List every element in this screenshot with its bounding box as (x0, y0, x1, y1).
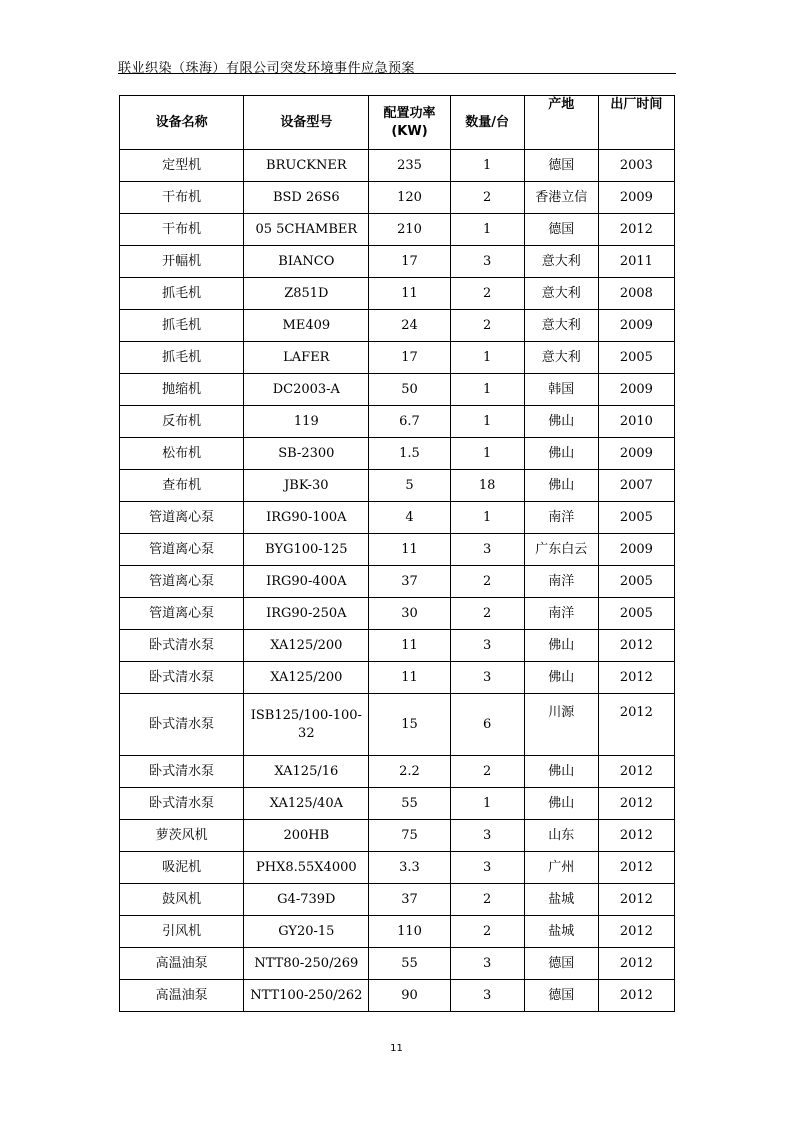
origin-cell: 佛山 (524, 406, 598, 438)
equipment-name-cell: 引风机 (120, 916, 244, 948)
model-cell: BSD 26S6 (244, 182, 369, 214)
model-cell: XA125/200 (244, 630, 369, 662)
power-cell: 17 (369, 342, 450, 374)
model-cell: JBK-30 (244, 470, 369, 502)
table-row (120, 694, 675, 756)
equipment-name-cell: 管道离心泵 (120, 566, 244, 598)
power-cell: 235 (369, 150, 450, 182)
year-cell: 2008 (598, 278, 674, 310)
equipment-name-cell: 卧式清水泵 (120, 788, 244, 820)
model-cell: ISB125/100-100-32 (244, 694, 369, 756)
year-cell: 2011 (598, 246, 674, 278)
quantity-cell: 3 (450, 662, 524, 694)
quantity-cell: 1 (450, 150, 524, 182)
page-number: 11 (390, 1043, 403, 1054)
power-cell: 110 (369, 916, 450, 948)
power-cell: 11 (369, 662, 450, 694)
table-row (120, 374, 675, 406)
year-cell: 2012 (598, 788, 674, 820)
table-row (120, 630, 675, 662)
power-cell: 17 (369, 246, 450, 278)
origin-cell: 佛山 (524, 438, 598, 470)
table-row (120, 852, 675, 884)
equipment-name-cell: 干布机 (120, 182, 244, 214)
quantity-cell: 3 (450, 980, 524, 1012)
model-cell: XA125/40A (244, 788, 369, 820)
equipment-name-cell: 定型机 (120, 150, 244, 182)
power-cell: 15 (369, 694, 450, 756)
equipment-name-cell: 干布机 (120, 214, 244, 246)
quantity-cell: 2 (450, 884, 524, 916)
year-cell: 2005 (598, 502, 674, 534)
year-cell: 2012 (598, 694, 674, 756)
power-cell: 210 (369, 214, 450, 246)
year-cell: 2012 (598, 852, 674, 884)
power-cell: 3.3 (369, 852, 450, 884)
year-cell: 2005 (598, 566, 674, 598)
origin-cell: 广州 (524, 852, 598, 884)
table-header-row (120, 96, 675, 150)
quantity-cell: 6 (450, 694, 524, 756)
year-cell: 2012 (598, 662, 674, 694)
year-cell: 2009 (598, 438, 674, 470)
quantity-cell: 1 (450, 502, 524, 534)
quantity-cell: 1 (450, 406, 524, 438)
model-cell: 200HB (244, 820, 369, 852)
origin-cell: 佛山 (524, 470, 598, 502)
table-row (120, 406, 675, 438)
table-row (120, 980, 675, 1012)
model-cell: GY20-15 (244, 916, 369, 948)
table-row (120, 788, 675, 820)
equipment-name-cell: 管道离心泵 (120, 534, 244, 566)
power-cell: 55 (369, 948, 450, 980)
quantity-cell: 1 (450, 214, 524, 246)
quantity-cell: 3 (450, 534, 524, 566)
origin-cell: 南洋 (524, 598, 598, 630)
origin-cell: 香港立信 (524, 182, 598, 214)
equipment-name-cell: 卧式清水泵 (120, 630, 244, 662)
model-cell: 05 5CHAMBER (244, 214, 369, 246)
equipment-name-cell: 抛缩机 (120, 374, 244, 406)
model-cell: LAFER (244, 342, 369, 374)
model-cell: BRUCKNER (244, 150, 369, 182)
quantity-cell: 2 (450, 916, 524, 948)
year-cell: 2010 (598, 406, 674, 438)
origin-cell: 意大利 (524, 310, 598, 342)
quantity-cell: 3 (450, 948, 524, 980)
document-header: 联业织染（珠海）有限公司突发环境事件应急预案 (118, 61, 416, 76)
model-cell: Z851D (244, 278, 369, 310)
power-cell: 2.2 (369, 756, 450, 788)
year-cell: 2012 (598, 214, 674, 246)
year-cell: 2003 (598, 150, 674, 182)
equipment-name-cell: 鼓风机 (120, 884, 244, 916)
origin-cell: 意大利 (524, 342, 598, 374)
quantity-cell: 3 (450, 852, 524, 884)
year-cell: 2005 (598, 342, 674, 374)
year-cell: 2009 (598, 310, 674, 342)
power-cell: 4 (369, 502, 450, 534)
table-row (120, 916, 675, 948)
power-cell: 11 (369, 278, 450, 310)
model-cell: PHX8.55X4000 (244, 852, 369, 884)
origin-cell: 意大利 (524, 278, 598, 310)
quantity-cell: 3 (450, 630, 524, 662)
power-cell: 75 (369, 820, 450, 852)
origin-cell: 盐城 (524, 884, 598, 916)
model-cell: IRG90-100A (244, 502, 369, 534)
power-cell: 6.7 (369, 406, 450, 438)
model-cell: BYG100-125 (244, 534, 369, 566)
column-header-origin: 产地 (524, 96, 598, 150)
table-row (120, 820, 675, 852)
year-cell: 2012 (598, 630, 674, 662)
year-cell: 2009 (598, 374, 674, 406)
quantity-cell: 1 (450, 342, 524, 374)
equipment-name-cell: 查布机 (120, 470, 244, 502)
power-cell: 30 (369, 598, 450, 630)
equipment-name-cell: 抓毛机 (120, 278, 244, 310)
equipment-name-cell: 管道离心泵 (120, 598, 244, 630)
year-cell: 2009 (598, 534, 674, 566)
equipment-name-cell: 反布机 (120, 406, 244, 438)
column-header-power: 配置功率 (KW) (369, 96, 450, 150)
table-row (120, 310, 675, 342)
equipment-name-cell: 开幅机 (120, 246, 244, 278)
power-cell: 50 (369, 374, 450, 406)
table-row (120, 438, 675, 470)
power-cell: 1.5 (369, 438, 450, 470)
equipment-name-cell: 卧式清水泵 (120, 694, 244, 756)
model-cell: IRG90-250A (244, 598, 369, 630)
equipment-name-cell: 松布机 (120, 438, 244, 470)
origin-cell: 盐城 (524, 916, 598, 948)
origin-cell: 南洋 (524, 566, 598, 598)
origin-cell: 广东白云 (524, 534, 598, 566)
quantity-cell: 1 (450, 438, 524, 470)
equipment-name-cell: 高温油泵 (120, 948, 244, 980)
model-cell: NTT100-250/262 (244, 980, 369, 1012)
table-row (120, 948, 675, 980)
power-cell: 90 (369, 980, 450, 1012)
power-cell: 11 (369, 534, 450, 566)
table-row (120, 278, 675, 310)
equipment-table (119, 95, 675, 1012)
year-cell: 2012 (598, 916, 674, 948)
table-row (120, 342, 675, 374)
origin-cell: 南洋 (524, 502, 598, 534)
column-header-model: 设备型号 (244, 96, 369, 150)
model-cell: 119 (244, 406, 369, 438)
quantity-cell: 2 (450, 566, 524, 598)
power-cell: 37 (369, 566, 450, 598)
equipment-name-cell: 抓毛机 (120, 342, 244, 374)
quantity-cell: 2 (450, 756, 524, 788)
origin-cell: 川源 (524, 694, 598, 756)
model-cell: ME409 (244, 310, 369, 342)
origin-cell: 佛山 (524, 756, 598, 788)
power-cell: 55 (369, 788, 450, 820)
model-cell: BIANCO (244, 246, 369, 278)
equipment-name-cell: 高温油泵 (120, 980, 244, 1012)
table-row (120, 884, 675, 916)
year-cell: 2012 (598, 756, 674, 788)
model-cell: NTT80-250/269 (244, 948, 369, 980)
power-cell: 37 (369, 884, 450, 916)
model-cell: XA125/200 (244, 662, 369, 694)
table-row (120, 214, 675, 246)
year-cell: 2007 (598, 470, 674, 502)
table-row (120, 662, 675, 694)
origin-cell: 意大利 (524, 246, 598, 278)
quantity-cell: 3 (450, 246, 524, 278)
equipment-name-cell: 卧式清水泵 (120, 662, 244, 694)
year-cell: 2012 (598, 884, 674, 916)
equipment-name-cell: 吸泥机 (120, 852, 244, 884)
equipment-name-cell: 管道离心泵 (120, 502, 244, 534)
origin-cell: 德国 (524, 150, 598, 182)
origin-cell: 佛山 (524, 630, 598, 662)
origin-cell: 山东 (524, 820, 598, 852)
equipment-name-cell: 萝茨风机 (120, 820, 244, 852)
column-header-quantity: 数量/台 (450, 96, 524, 150)
table-row (120, 182, 675, 214)
origin-cell: 佛山 (524, 662, 598, 694)
origin-cell: 德国 (524, 980, 598, 1012)
equipment-name-cell: 抓毛机 (120, 310, 244, 342)
quantity-cell: 1 (450, 374, 524, 406)
quantity-cell: 2 (450, 278, 524, 310)
quantity-cell: 3 (450, 820, 524, 852)
column-header-year: 出厂时间 (598, 96, 674, 150)
origin-cell: 佛山 (524, 788, 598, 820)
origin-cell: 德国 (524, 948, 598, 980)
quantity-cell: 2 (450, 182, 524, 214)
quantity-cell: 1 (450, 788, 524, 820)
equipment-name-cell: 卧式清水泵 (120, 756, 244, 788)
model-cell: XA125/16 (244, 756, 369, 788)
table-row (120, 756, 675, 788)
table-row (120, 566, 675, 598)
table-row (120, 502, 675, 534)
model-cell: IRG90-400A (244, 566, 369, 598)
year-cell: 2012 (598, 820, 674, 852)
table-row (120, 150, 675, 182)
power-cell: 11 (369, 630, 450, 662)
header-divider (118, 73, 676, 74)
origin-cell: 德国 (524, 214, 598, 246)
model-cell: SB-2300 (244, 438, 369, 470)
year-cell: 2012 (598, 980, 674, 1012)
quantity-cell: 2 (450, 598, 524, 630)
model-cell: G4-739D (244, 884, 369, 916)
table-row (120, 246, 675, 278)
column-header-name: 设备名称 (120, 96, 244, 150)
table-row (120, 534, 675, 566)
table-row (120, 598, 675, 630)
year-cell: 2009 (598, 182, 674, 214)
table-row (120, 470, 675, 502)
power-cell: 24 (369, 310, 450, 342)
power-cell: 5 (369, 470, 450, 502)
year-cell: 2005 (598, 598, 674, 630)
quantity-cell: 2 (450, 310, 524, 342)
power-cell: 120 (369, 182, 450, 214)
quantity-cell: 18 (450, 470, 524, 502)
year-cell: 2012 (598, 948, 674, 980)
model-cell: DC2003-A (244, 374, 369, 406)
origin-cell: 韩国 (524, 374, 598, 406)
